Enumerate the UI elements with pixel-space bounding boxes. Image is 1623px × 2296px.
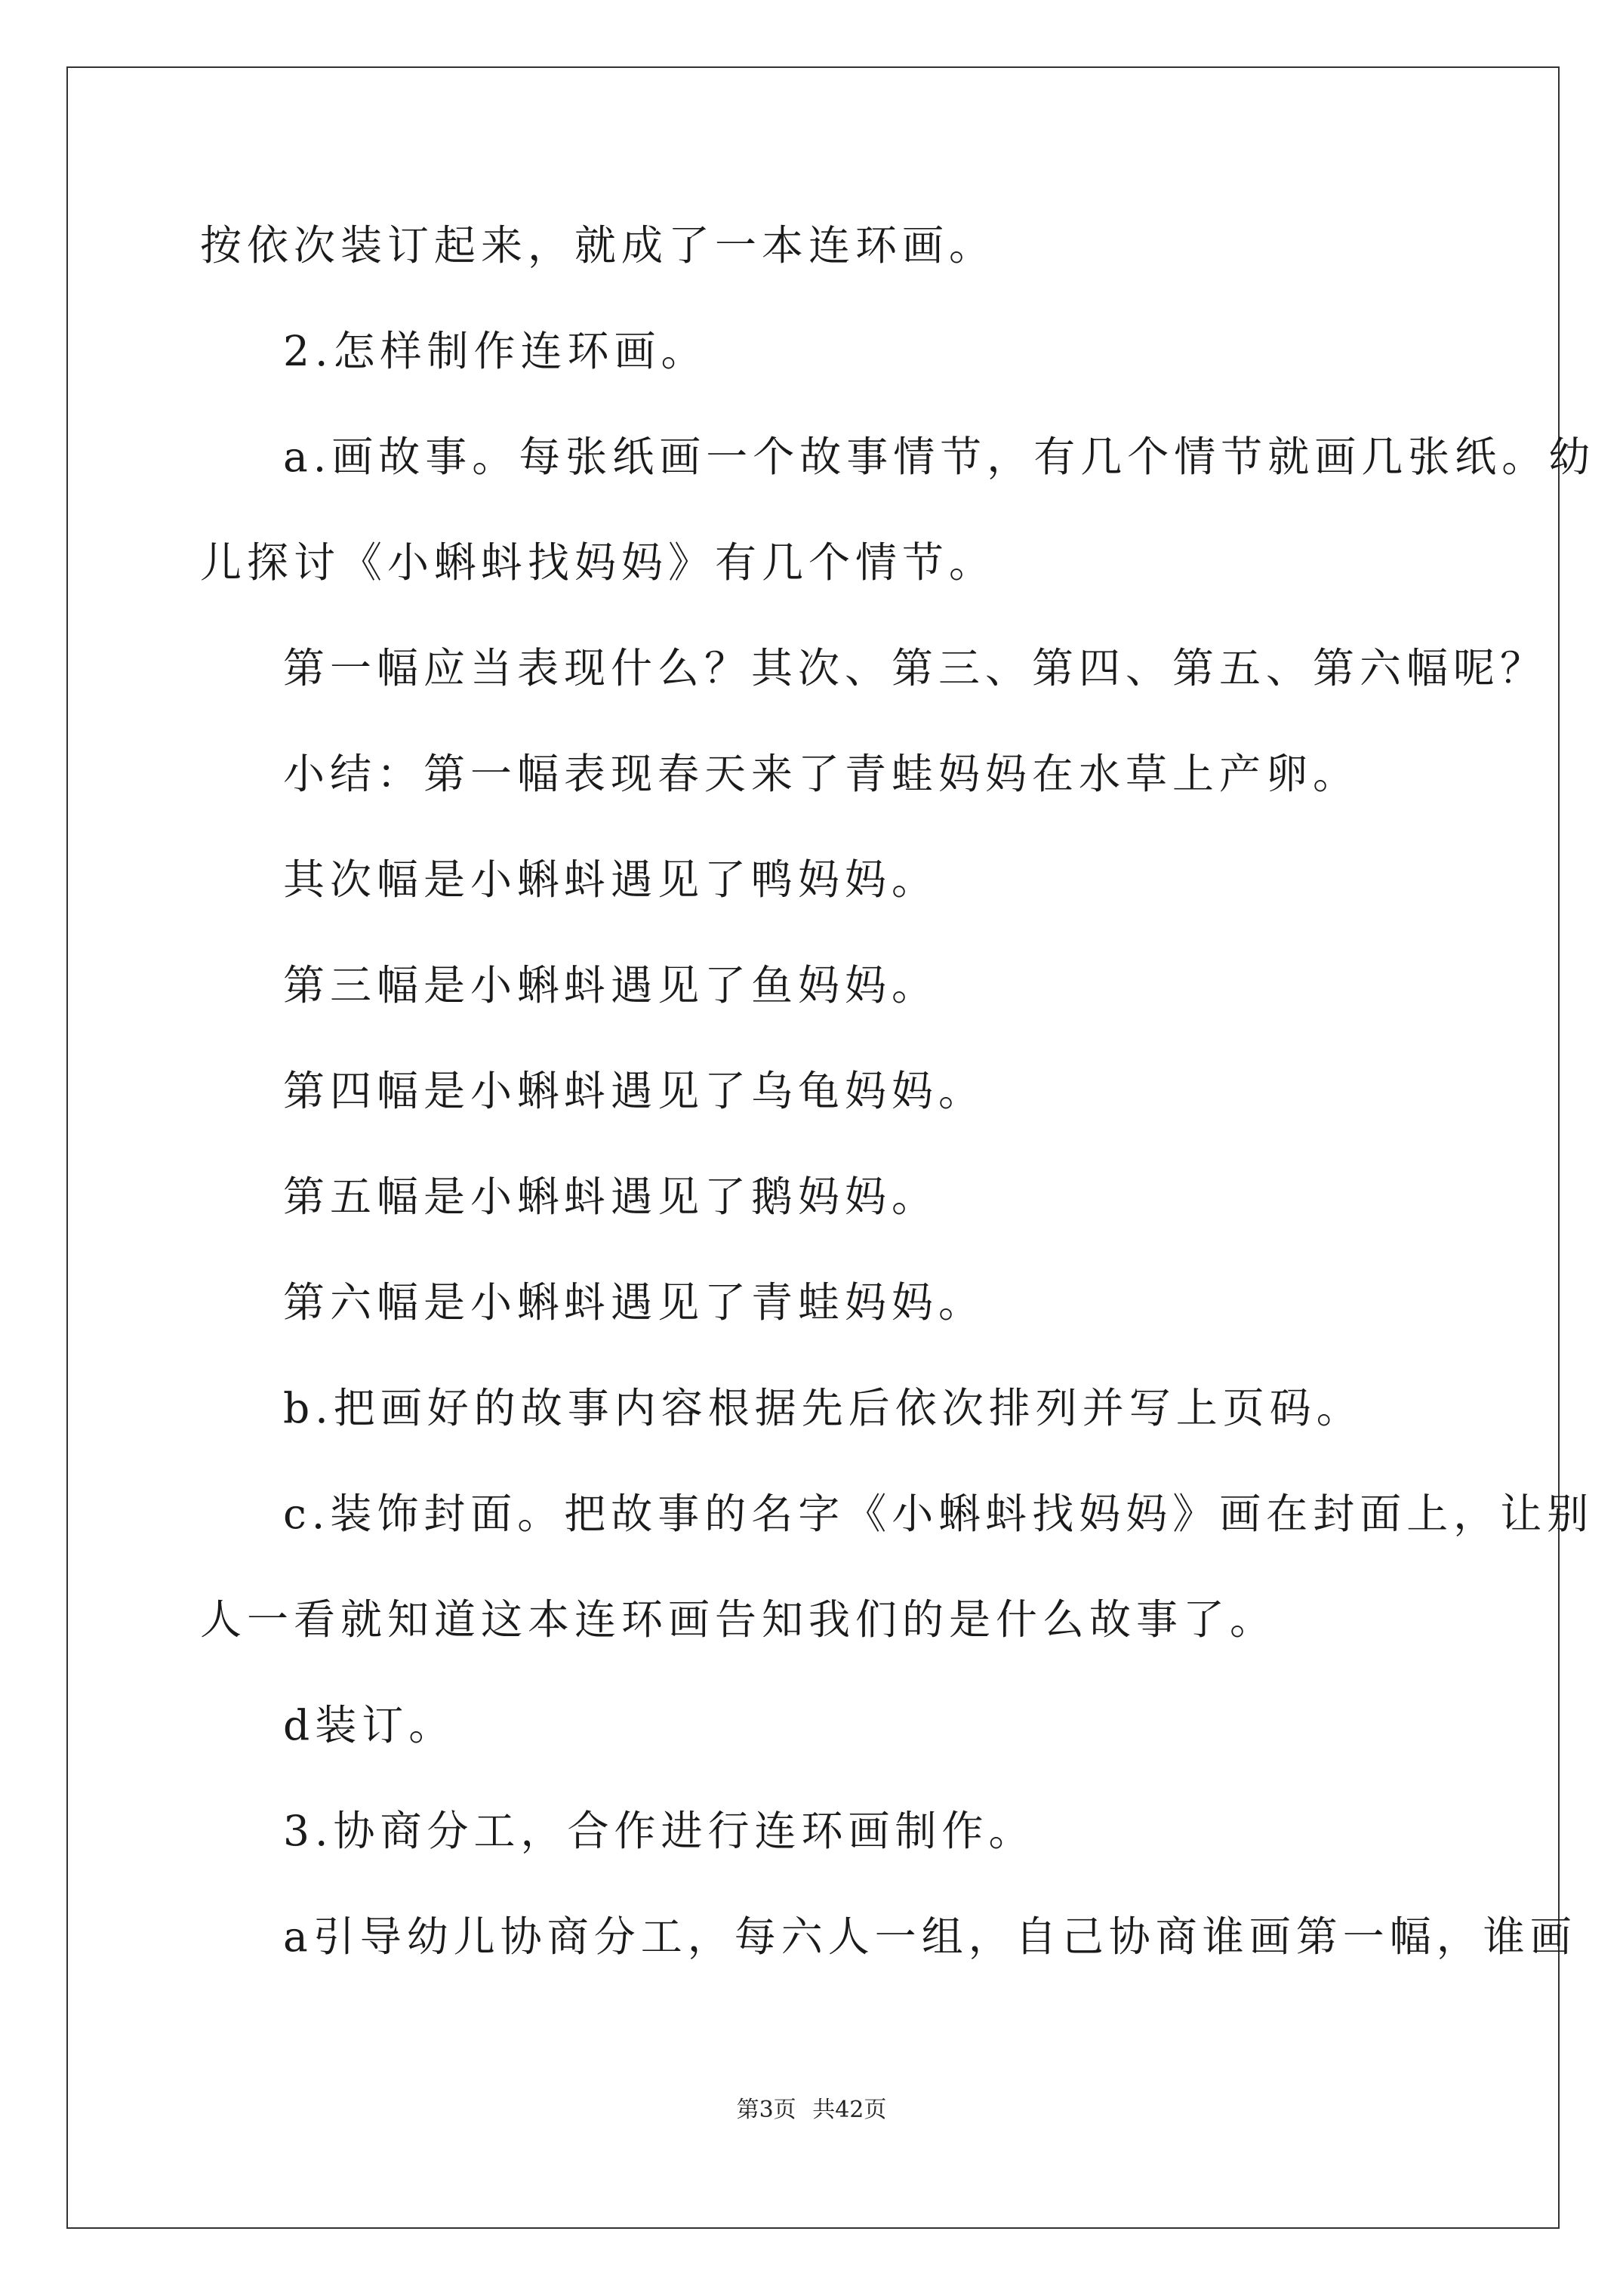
text-line: 第六幅是小蝌蚪遇见了青蛙妈妈。 — [283, 1278, 986, 1327]
page-border — [66, 66, 1560, 2229]
text-line: a.画故事。每张纸画一个故事情节，有几个情节就画几张纸。幼 — [283, 433, 1596, 481]
text-line: 第三幅是小蝌蚪遇见了鱼妈妈。 — [283, 961, 939, 1009]
text-line: 第四幅是小蝌蚪遇见了乌龟妈妈。 — [283, 1067, 986, 1115]
text-line: 其次幅是小蝌蚪遇见了鸭妈妈。 — [283, 855, 939, 904]
text-line: 人一看就知道这本连环画告知我们的是什么故事了。 — [200, 1595, 1277, 1644]
text-line: b.把画好的故事内容根据先后依次排列并写上页码。 — [283, 1384, 1363, 1432]
section-heading: 2.怎样制作连环画。 — [283, 327, 708, 375]
text-line: c.装饰封面。把故事的名字《小蝌蚪找妈妈》画在封面上，让别 — [283, 1490, 1594, 1538]
text-line: 儿探讨《小蝌蚪找妈妈》有几个情节。 — [200, 538, 996, 587]
section-heading: 3.协商分工，合作进行连环画制作。 — [283, 1807, 1036, 1855]
text-line: d装订。 — [283, 1701, 456, 1749]
text-line: a引导幼儿协商分工，每六人一组，自己协商谁画第一幅，谁画 — [283, 1912, 1577, 1961]
text-line: 按依次装订起来，就成了一本连环画。 — [200, 221, 996, 270]
page-total: 共42页 — [812, 2097, 887, 2123]
text-line: 第五幅是小蝌蚪遇见了鹅妈妈。 — [283, 1173, 939, 1221]
text-line: 第一幅应当表现什么？其次、第三、第四、第五、第六幅呢？ — [283, 644, 1548, 692]
page-number: 第3页 — [736, 2097, 796, 2123]
text-line: 小结：第一幅表现春天来了青蛙妈妈在水草上产卵。 — [283, 750, 1360, 798]
page-footer — [0, 2095, 1623, 2125]
